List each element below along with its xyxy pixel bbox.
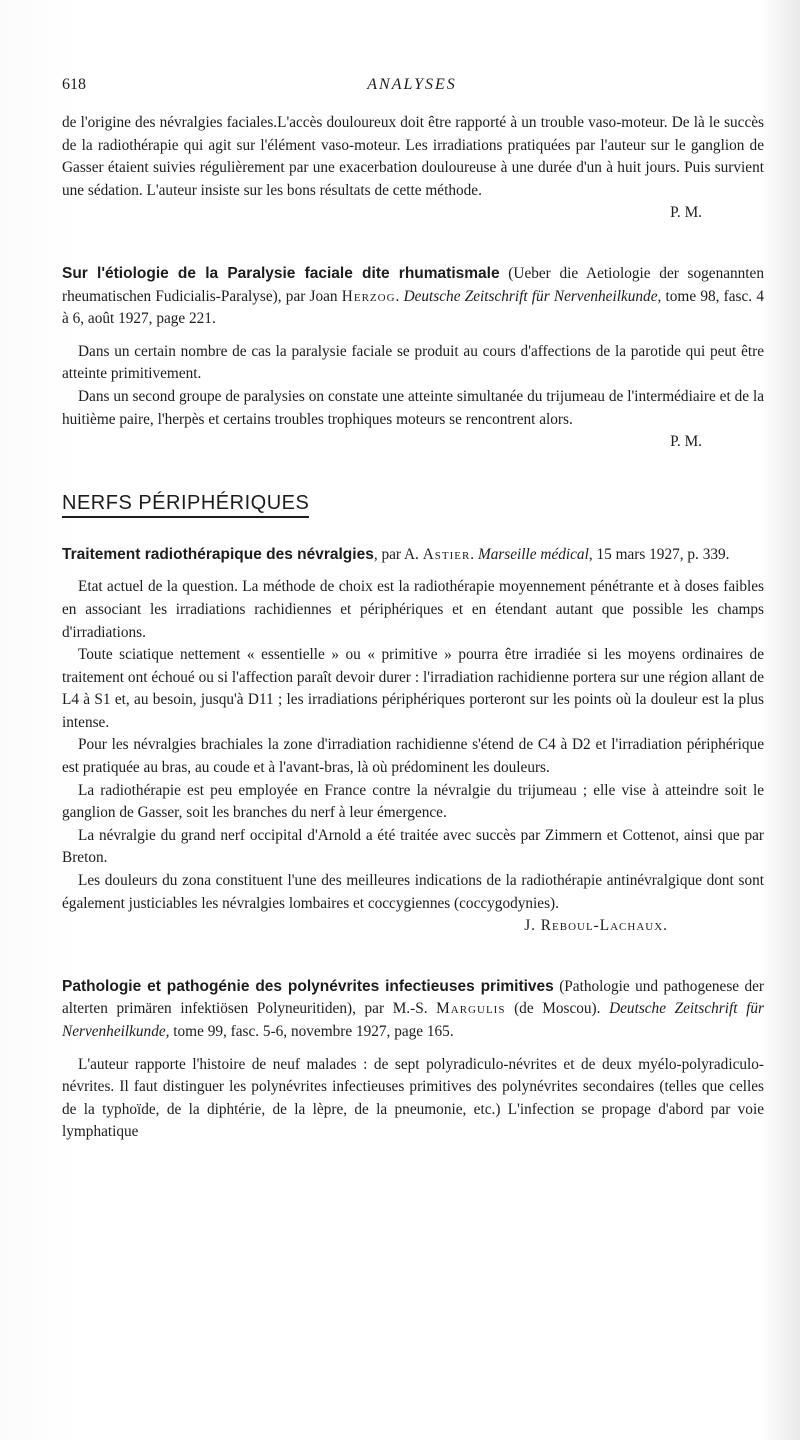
page-content bbox=[62, 112, 764, 1144]
article3-journal: Deutsche Zeitschrift für Nervenheilkunde bbox=[62, 1000, 764, 1040]
article1-ref-open: (Ueber die Aetiologie der sogenannten rheumatischen Fudicialis-Paralyse), par Joan bbox=[62, 264, 764, 305]
running-head: ANALYSES bbox=[367, 76, 457, 93]
article1-journal: Deutsche Zeitschrift für Nervenheilkunde bbox=[403, 287, 658, 305]
article1-signature: P. M. bbox=[670, 433, 702, 451]
article1-paragraph-2: Dans un second groupe de paralysies on constate une atteinte simultanée du trijumeau de l'intermédiaire et de la huitième paire, l'herpès et certains troubles trophiques moteurs se rencontrent alors. bbox=[62, 387, 764, 428]
article1-title: Sur l'étiologie de la Paralysie faciale dite rhumatismale bbox=[62, 264, 500, 282]
article2-paragraph-3: Pour les névralgies brachiales la zone d'irradiation rachidienne s'étend de C4 à D2 et l'irradiation périphérique est pratiquée au bras, au coude et à l'avant-bras, là où prédominent les douleurs. bbox=[62, 736, 764, 777]
page-header bbox=[62, 76, 762, 100]
article2-paragraph-4: La radiothérapie est peu employée en France contre la névralgie du trijumeau ; elle vise à atteindre soit le ganglion de Gasser, soit les branches du nerf à leur émergence. bbox=[62, 781, 764, 822]
article3-author: Margulis bbox=[436, 1000, 506, 1018]
article2-title: Traitement radiothérapique des névralgies bbox=[62, 545, 374, 563]
article3-ref-mid: (de Moscou). bbox=[505, 1000, 610, 1018]
article2-paragraph-2: Toute sciatique nettement « essentielle » ou « primitive » pourra être irradiée si les moyens ordinaires de traitement ont échoué ou si l'affection paraît devoir durer : l'irradiation rachidienne portera sur une région allant de L4 à S1 et, au besoin, jusqu'à D11 ; les irradiations périphériques porteront sur les points où la douleur est la plus intense. bbox=[62, 646, 764, 731]
article2-ref-open: , par A. bbox=[373, 545, 423, 563]
article3-ref-open: (Pathologie und pathogenese der alterten primären infektiösen Polyneuritiden), par M.-S. bbox=[62, 977, 764, 1018]
article2-signature bbox=[62, 915, 764, 938]
article3-paragraph-1: L'auteur rapporte l'histoire de neuf malades : de sept polyradiculo-névrites et de deux myélo-polyradiculo-névrites. Il faut distinguer les polynévrites infectieuses primitives des polynévrites secondaires (telles que celles de la typhoïde, de la diphtérie, de la lèpre, de la pneumonie, etc.) L'infection se propage d'abord par voie lymphatique bbox=[62, 1055, 764, 1141]
intro-paragraph: de l'origine des névralgies faciales.L'accès douloureux doit être rapporté à un trouble vaso-moteur. De là le succès de la radiothérapie qui agit sur l'élément vaso-moteur. Les irradiations pratiquées par l'auteur sur le ganglion de Gasser étaient suivies régulièrement par une exacerbation douloureuse à une durée d'un à huit jours. Puis survient une sédation. L'auteur insiste sur les bons résultats de cette méthode. bbox=[62, 114, 764, 199]
article2-heading bbox=[62, 544, 764, 567]
article2-signature-text: J. Reboul-Lachaux. bbox=[524, 917, 668, 935]
article2-journal: Marseille médical bbox=[477, 545, 589, 563]
section-title: NERFS PÉRIPHÉRIQUES bbox=[62, 492, 309, 518]
page-number: 618 bbox=[62, 76, 86, 93]
article2-paragraph-6: Les douleurs du zona constituent l'une des meilleures indications de la radiothérapie antinévralgique dont sont également justiciables les névralgies lombaires et coccygiennes (coccygodynies). bbox=[62, 872, 764, 912]
article2-author: Astier bbox=[422, 545, 471, 563]
article1-ref-sep: . bbox=[395, 287, 404, 305]
article1-heading bbox=[62, 263, 764, 331]
article3-ref-close: , tome 99, fasc. 5-6, novembre 1927, page 165. bbox=[165, 1023, 454, 1040]
article3-heading bbox=[62, 976, 764, 1044]
article2-ref-sep: . bbox=[470, 545, 478, 563]
intro-signature: P. M. bbox=[670, 204, 702, 222]
article3-title: Pathologie et pathogénie des polynévrites infectieuses primitives bbox=[62, 977, 554, 995]
article2-paragraph-5: La névralgie du grand nerf occipital d'Arnold a été traitée avec succès par Zimmern et Cottenot, ainsi que par Breton. bbox=[62, 826, 764, 867]
article1-ref-close: , tome 98, fasc. 4 à 6, août 1927, page 221. bbox=[62, 287, 764, 328]
article1-author: Herzog bbox=[341, 287, 396, 305]
article2-ref-close: , 15 mars 1927, p. 339. bbox=[588, 545, 730, 563]
article2-paragraph-1: Etat actuel de la question. La méthode de choix est la radiothérapie moyennement pénétrante et à doses faibles en associant les irradiations rachidiennes et périphériques et en étendant autant que possible les champs d'irradiations. bbox=[62, 578, 764, 641]
article1-paragraph-1: Dans un certain nombre de cas la paralysie faciale se produit au cours d'affections de la parotide qui peut être atteinte primitivement. bbox=[62, 342, 764, 383]
